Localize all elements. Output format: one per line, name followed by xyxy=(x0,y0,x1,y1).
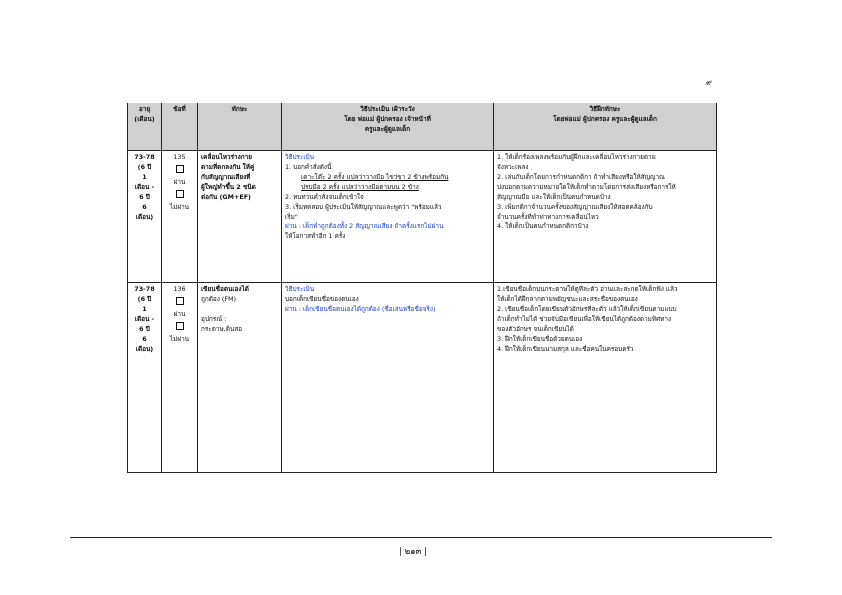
fail-checkbox[interactable] xyxy=(176,322,184,330)
item-number: 135 xyxy=(173,153,186,161)
pass-checkbox[interactable] xyxy=(176,297,184,305)
assess-pass: ผ่าน : เด็กเขียนชื่อตนเองได้ถูกต้อง (ชื่อเล่นหรือชื่อจริง) xyxy=(285,304,436,313)
item-cell xyxy=(162,151,198,283)
header-skill: ทักษะ xyxy=(198,103,282,151)
assessment-table xyxy=(127,103,717,473)
header-assess: วิธีประเมิน เฝ้าระวัง โดย พ่อแม่ ผู้ปกครอง เจ้าหน้าที่ ครูและผู้ดูแลเด็ก xyxy=(282,103,494,151)
train-cell: 1. ให้เด็กร้องเพลงพร้อมกับผู้ฝึกและเคลื่อนไหวร่างกายตาม จังหวะเพลง 2. เล่นกับเด็กโดยการกำหนดกติกา ถ้าทำเสียงหรือให้สัญญาณ บ่งบอกตามความหมายใดให้เด็กทำตามโดยการส่งเสียงหรือการให้ สัญญาณมือ และให้เด็กเป็นคนกำหนดบ้าง 3. เพิ่มกติกาจำนวนครั้งของสัญญาณเสียงให้สอดคล้องกับ จำนวนครั้งที่ทำท่าทางการเคลื่อนไหว 4. ให้เด็กเป็นคนกำหนดกติกาบ้าง xyxy=(494,151,717,283)
skill-cell: เขียนชื่อตนเองได้ ถูกต้อง (FM) อุปกรณ์ : กระดาษ,ดินสอ xyxy=(198,283,282,473)
footer-divider xyxy=(70,537,772,538)
equipment-value: กระดาษ,ดินสอ xyxy=(201,324,242,333)
age-cell: 73-78 (6 ปี 1 เดือน - 6 ปี 6 เดือน) xyxy=(128,151,162,283)
footer-page-number: | ๒๑๓ | xyxy=(399,547,427,557)
pass-label: ผ่าน xyxy=(173,177,186,186)
table-header-row xyxy=(128,103,717,151)
item-number: 136 xyxy=(173,285,186,293)
pass-checkbox[interactable] xyxy=(176,165,184,173)
assess-cell: วิธีประเมิน บอกเด็กเขียนชื่อของตนเอง ผ่าน : เด็กเขียนชื่อตนเองได้ถูกต้อง (ชื่อเล่นหรือชื่อจริง) xyxy=(282,283,494,473)
fail-label: ไม่ผ่าน xyxy=(169,202,190,211)
header-age: อายุ (เดือน) xyxy=(128,103,162,151)
assess-title: วิธีประเมิน xyxy=(285,153,315,161)
assess-title: วิธีประเมิน xyxy=(285,285,315,293)
equipment-label: อุปกรณ์ : xyxy=(201,314,227,323)
age-cell: 73-78 (6 ปี 1 เดือน - 6 ปี 6 เดือน) xyxy=(128,283,162,473)
fail-label: ไม่ผ่าน xyxy=(169,334,190,343)
fail-checkbox[interactable] xyxy=(176,190,184,198)
train-cell: 1.เขียนชื่อเด็กบนกระดาษให้ดูทีละตัว อ่านและสะกดให้เด็กฟัง แล้ว ให้เด็กได้ฝึกลากตามพยัญชนะและสระชื่อของตนเอง 2. เขียนชื่อเด็กโดยเขียนตัวอักษรทีละตัว แล้วให้เด็กเขียนตามแบบ ถ้าเด็กทำไม่ได้ ช่วยจับมือเขียนเพื่อให้เขียนได้ถูกต้องตามทิศทาง ของตัวอักษร จนเด็กเขียนได้ 3. ฝึกให้เด็กเขียนชื่อด้วยตนเอง 4. ฝึกให้เด็กเขียนนามสกุล และชื่อคนในครอบครัว xyxy=(494,283,717,473)
table-row xyxy=(128,283,717,473)
header-item: ข้อที่ xyxy=(162,103,198,151)
item-cell xyxy=(162,283,198,473)
assess-cell: วิธีประเมิน 1. บอกคำสั่งดังนี้ เคาะโต๊ะ 2 ครั้ง แปลว่าวางมือ ไขว่ขา 2 ข้างพร้อมกัน ปรบมือ 2 ครั้ง แปลว่าวางมือตามบน 2 ข้าง 2. ทบทวนคำสั่งจนเด็กเข้าใจ 3. เริ่มทดสอบ ผู้ประเมินให้สัญญาณและพูดว่า "พร้อมแล้ว เริ่ม" ผ่าน : เด็กทำถูกต้องทั้ง 2 สัญญาณเสียง ถ้าครั้งแรกไม่ผ่าน ให้โอกาสทำอีก 1 ครั้ง xyxy=(282,151,494,283)
table-row xyxy=(128,151,717,283)
pass-label: ผ่าน xyxy=(173,309,186,318)
page-number: ๙ xyxy=(706,78,712,87)
header-train: วิธีฝึกทักษะ โดยพ่อแม่ ผู้ปกครอง ครูและผู้ดูแลเด็ก xyxy=(494,103,717,151)
assess-pass: ผ่าน : เด็กทำถูกต้องทั้ง 2 สัญญาณเสียง ถ้าครั้งแรกไม่ผ่าน xyxy=(285,222,444,231)
skill-cell: เคลื่อนไหวร่างกาย ตามที่ตกลงกัน ให้คู่ กับสัญญาณเสียงที่ ผู้ใหญ่ทำขึ้น 2 ชนิด ต่อกัน (GM+EF) xyxy=(198,151,282,283)
